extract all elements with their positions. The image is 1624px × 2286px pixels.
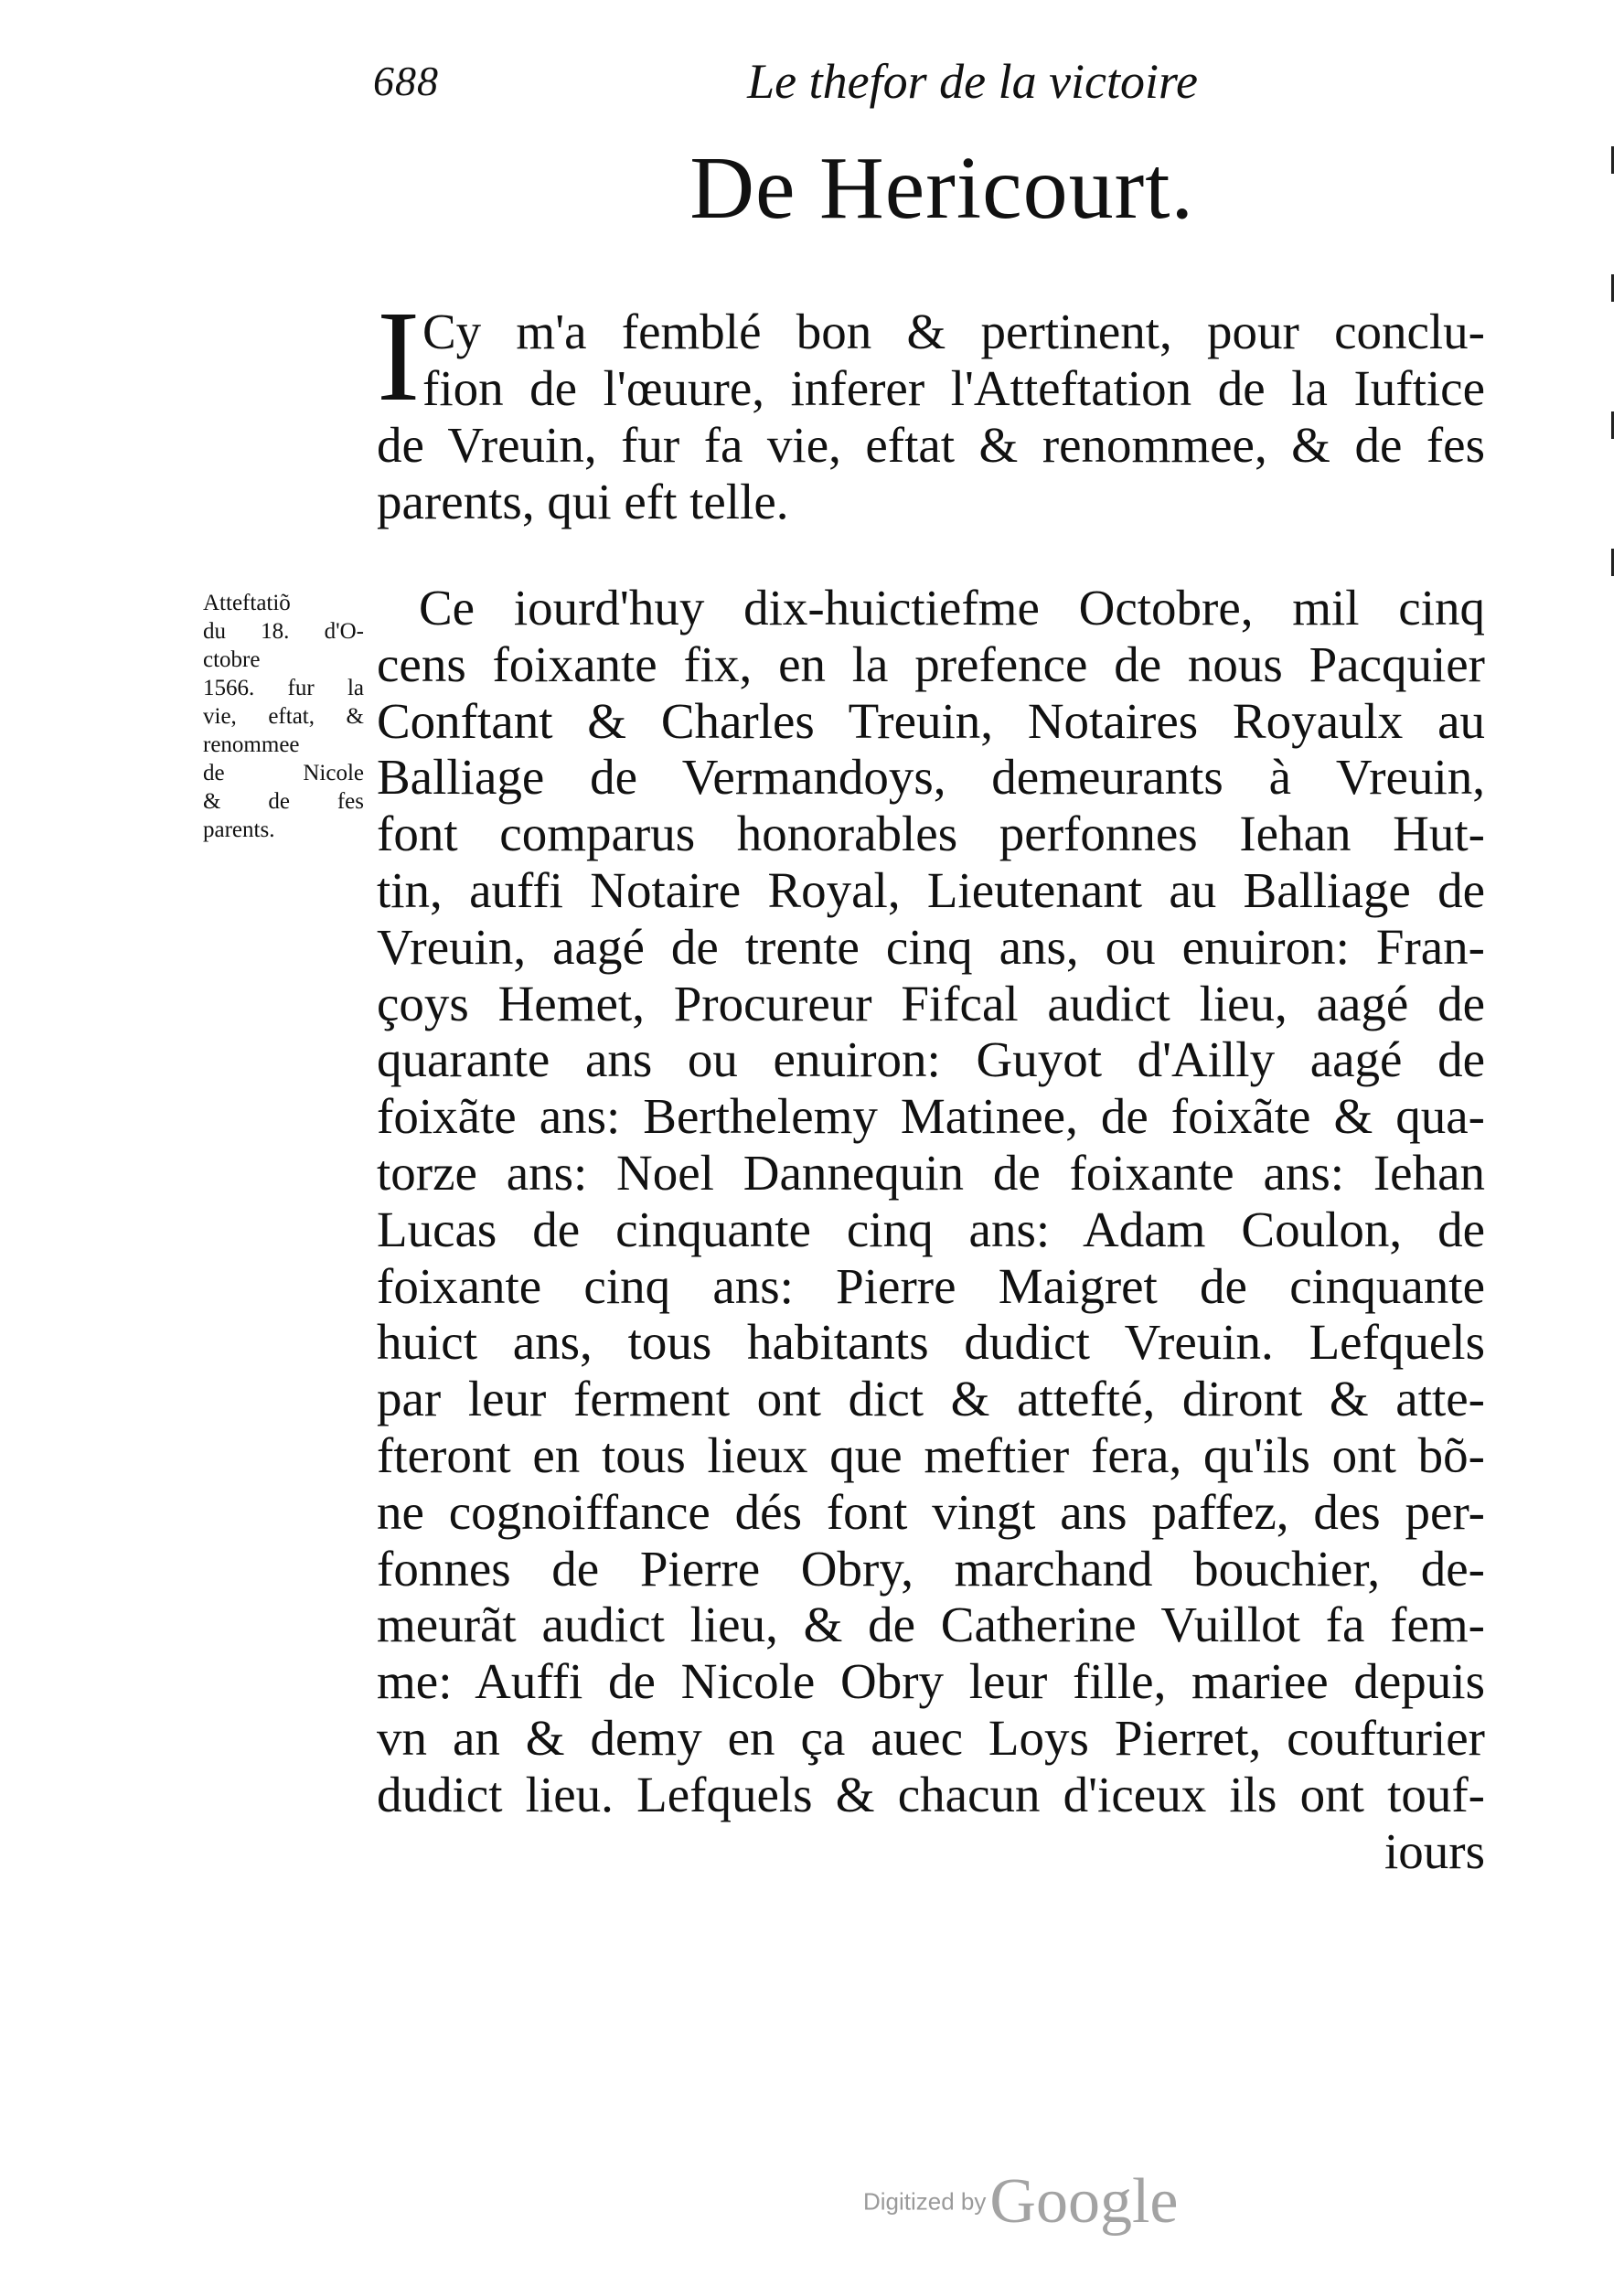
text-line: Conftant & Charles Treuin, Notaires Royaulx au [377, 692, 1485, 749]
text-line: Lucas de cinquante cinq ans: Adam Coulon, de [377, 1201, 1485, 1257]
catchword: iours [1384, 1822, 1485, 1879]
text-line: de Vreuin, fur fa vie, eftat & renommee, & de fes [377, 417, 1485, 473]
running-title: Le thefor de la victoire [747, 54, 1198, 109]
marginal-note-line: du 18. d'O- [203, 619, 364, 644]
paragraph-1-continuation [377, 417, 1485, 530]
marginal-note-line: Atteftatiõ [203, 591, 291, 615]
marginal-note-line: de Nicole [203, 761, 364, 785]
marginal-note-line: parents. [203, 817, 275, 842]
marginal-note [203, 589, 364, 844]
marginal-note-line: ctobre [203, 647, 261, 672]
text-line: foixãte ans: Berthelemy Matinee, de foixãte & qua- [377, 1088, 1485, 1145]
text-line: cens foixante fix, en la prefence de nous Pacquier [377, 636, 1485, 692]
text-line: çoys Hemet, Procureur Fifcal audict lieu, aagé de [377, 975, 1485, 1031]
text-line: Cy m'a femblé bon & pertinent, pour conclu- [422, 304, 1485, 359]
text-line: fteront en tous lieux que meftier fera, qu'ils ont bõ- [377, 1426, 1485, 1483]
text-line: fonnes de Pierre Obry, marchand bouchier, de- [377, 1540, 1485, 1597]
text-line: font comparus honorables perfonnes Iehan Hut- [377, 806, 1485, 862]
page-edge-mark [1611, 274, 1614, 302]
text-line: ne cognoiffance dés font vingt ans paffez, des per- [377, 1483, 1485, 1540]
text-line: Vreuin, aagé de trente cinq ans, ou enuiron: Fran- [377, 918, 1485, 975]
marginal-note-line: vie, eftat, & [203, 704, 364, 729]
marginal-note-line: & de fes [203, 789, 364, 814]
text-line: quarante ans ou enuiron: Guyot d'Ailly aagé de [377, 1031, 1485, 1088]
page-edge-mark [1611, 549, 1614, 576]
page-edge-mark [1611, 411, 1614, 439]
text-line: dudict lieu. Lefquels & chacun d'iceux ils ont touf- [377, 1766, 1485, 1822]
text-line: vn an & demy en ça auec Loys Pierret, coufturier [377, 1709, 1485, 1766]
page-edge-mark [1611, 146, 1614, 174]
text-line: foixante cinq ans: Pierre Maigret de cinquante [377, 1257, 1485, 1314]
text-line: torze ans: Noel Dannequin de foixante ans: Iehan [377, 1144, 1485, 1201]
watermark-brand-logo: Google [989, 2166, 1179, 2237]
drop-cap: I [377, 283, 421, 428]
text-line: tin, auffi Notaire Royal, Lieutenant au Balliage de [377, 861, 1485, 918]
marginal-note-line: 1566. fur la [203, 676, 364, 700]
text-line: fion de l'œuure, inferer l'Atteftation de la Iuftice [422, 360, 1485, 416]
text-line: me: Auffi de Nicole Obry leur fille, mariee depuis [377, 1653, 1485, 1710]
marginal-note-line: renommee [203, 732, 300, 757]
text-line: Balliage de Vermandoys, demeurants à Vreuin, [377, 749, 1485, 806]
digitization-watermark [863, 2165, 1178, 2238]
section-heading: De Hericourt. [689, 139, 1194, 238]
text-line: parents, qui eft telle. [377, 474, 789, 529]
text-line: Ce iourd'huy dix-huictiefme Octobre, mil cinq [419, 580, 1485, 636]
text-line: meurãt audict lieu, & de Catherine Vuillot fa fem- [377, 1597, 1485, 1653]
watermark-prefix: Digitized by [863, 2187, 987, 2216]
paragraph-2 [377, 580, 1485, 1879]
text-line: huict ans, tous habitants dudict Vreuin. Lefquels [377, 1314, 1485, 1371]
text-line: par leur ferment ont dict & attefté, diront & atte- [377, 1371, 1485, 1427]
paragraph-1-opening [422, 304, 1485, 417]
page-number: 688 [373, 58, 439, 104]
